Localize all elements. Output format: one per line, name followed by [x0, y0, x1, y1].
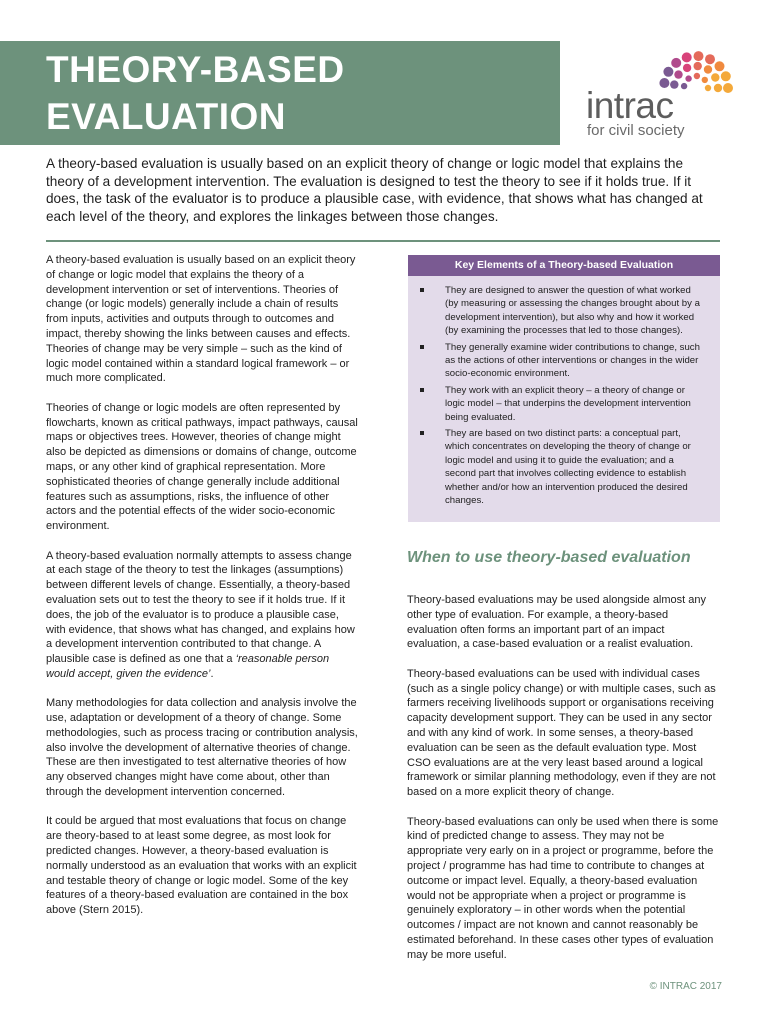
- logo-dot: [682, 52, 692, 62]
- key-element-text: They are designed to answer the question of what worked (by measuring or assessing the changes brought about by a development intervention), but also why and how it worked (by examining the processes that led to those changes).: [445, 285, 700, 337]
- bullet-icon: [420, 345, 424, 349]
- key-element-item: [420, 384, 702, 424]
- logo-dot: [694, 73, 700, 79]
- left-paragraph-5: It could be argued that most evaluations that focus on change are theory-based to at least some degree, as most look for predicted changes. However, a theory-based evaluation is normally understood as an evaluation that works with an explicit and testable theory of change or logic model. Some of the key features of a theory-based evaluation are contained in the box above (Stern 2015).: [46, 815, 357, 917]
- left-column: [46, 253, 359, 933]
- bullet-icon: [420, 388, 424, 392]
- right-paragraph-3: Theory-based evaluations can only be used when there is some kind of predicted change to assess. They may not be appropriate very early on in a project or programme, before the project / programme has had time to contribute to changes at outcome or impact level. Equally, a theory-based evaluation would not be appropriate when a project or programme is genuinely exploratory – in other words when the potential outcomes / impact are not known and cannot reasonably be estimated beforehand. In these cases other types of evaluation may be more useful.: [407, 815, 719, 961]
- title-line-2: EVALUATION: [46, 96, 287, 137]
- logo-dot: [721, 71, 731, 81]
- logo-dot: [715, 61, 725, 71]
- title-line-1: THEORY-BASED: [46, 49, 345, 90]
- key-element-item: [420, 427, 702, 507]
- logo-dot: [705, 85, 711, 91]
- key-element-text: They are based on two distinct parts: a conceptual part, which concentrates on developing the theory of change or logic model and using it to guide the evaluation; and a second part that involves collecting evidence to establish whether and/or how an intervention produced the desired changes.: [445, 428, 691, 507]
- bullet-icon: [420, 288, 424, 292]
- logo-dot: [705, 54, 715, 64]
- key-elements-box: [408, 255, 720, 522]
- right-paragraph-1: Theory-based evaluations may be used alongside almost any other type of evaluation. For example, a theory-based evaluation often forms an important part of an impact evaluation, a case-based evaluation or a realist evaluation.: [407, 594, 707, 651]
- logo-dot: [702, 77, 708, 83]
- left-paragraph-2: Theories of change or logic models are often represented by flowcharts, known as critical pathways, impact pathways, causal maps or objectives trees. However, theories of change might also be depicted as dimensions or domains of change, outcome maps, or any other kind of graphical representation. More sophisticated theories of change generally include additional features such as assumptions, risks, the influence of other actors and the potential effects of the wider socio-economic environment.: [46, 401, 358, 533]
- key-element-text: They generally examine wider contributions to change, such as the actions of other interventions or changes in the wider socio-economic environment.: [445, 341, 700, 380]
- key-elements-title: Key Elements of a Theory-based Evaluation: [408, 255, 720, 276]
- left-paragraph-3-text: A theory-based evaluation normally attempts to assess change at each stage of the theory to test the linkages (assumptions) between different levels of change. Essentially, a theory-based evaluation sets out to test the theory to see if it holds true. If it does, the job of the evaluator is to produce a plausible case, with evidence, that shows what has changed, and explains how a development intervention contributed to that change. A plausible case is defined as one that a: [46, 549, 355, 666]
- logo-dot: [671, 58, 681, 68]
- left-paragraph-3-quote: ‘reasonable person would accept, given the evidence’: [46, 653, 330, 680]
- key-element-text: They work with an explicit theory – a theory of change or logic model – that underpins the development intervention being evaluated.: [445, 384, 691, 423]
- logo-dot: [723, 83, 733, 93]
- page-title: [46, 46, 345, 140]
- left-paragraph-4: Many methodologies for data collection and analysis involve the use, adaptation or development of a theory of change. Some methodologies, such as process tracing or contribution analysis, also involve the development of alternative theories of change. These are then investigated to test alternative theories of how any observed changes might have come about, other than through the development intervention concerned.: [46, 697, 358, 799]
- bullet-icon: [420, 431, 424, 435]
- right-column: [407, 593, 720, 977]
- key-element-item: [420, 341, 702, 381]
- left-paragraph-3-end: .: [210, 667, 214, 680]
- logo-dot: [681, 83, 687, 89]
- logo-dot: [674, 70, 682, 78]
- intrac-logo: [584, 46, 734, 146]
- logo-dot: [694, 51, 704, 61]
- left-paragraph-3: [46, 549, 359, 682]
- key-element-item: [420, 284, 702, 338]
- key-elements-list: [408, 276, 720, 508]
- logo-dot: [685, 75, 691, 81]
- right-paragraph-2: Theory-based evaluations can be used with individual cases (such as a single policy change) or with multiple cases, such as farmers receiving livelihoods support or organisations receiving capacity development support. They can be used in any sector and with any kind of work. In some senses, a theory-based evaluation can be seen as the default evaluation type. Most CSO evaluations are at the very least based around a logical framework or similar planning methodology, even if they are not based on a more explicit theory of change.: [407, 667, 716, 799]
- logo-dot: [663, 67, 673, 77]
- left-paragraph-1: A theory-based evaluation is usually based on an explicit theory of change or logic model that explains the theory of a development intervention or set of interventions. Theories of change (or logic models) generally include a chain of results from inputs, activities and outputs through to outcomes and impact, thereby showing the links between causes and effects. Theories of change may be very simple – such as the kind of logic model contained within a standard logical framework – or much more complicated.: [46, 254, 356, 385]
- intro-paragraph: A theory-based evaluation is usually based on an explicit theory of change or logic model that explains the theory of a development intervention. The evaluation is designed to test the theory to see if it holds true. If it does, the task of the evaluator is to produce a plausible case, with evidence, that shows what has changed at each level of the theory, and explores the linkages between those changes.: [46, 156, 703, 224]
- logo-dot: [694, 62, 702, 70]
- section-heading: When to use theory-based evaluation: [407, 549, 691, 566]
- section-divider: [46, 240, 720, 242]
- copyright-footer: © INTRAC 2017: [649, 981, 722, 992]
- logo-dot: [714, 84, 722, 92]
- logo-dot: [711, 73, 719, 81]
- logo-dot: [683, 64, 691, 72]
- logo-dot: [704, 65, 712, 73]
- logo-wordmark: intrac: [586, 85, 674, 126]
- logo-tagline: for civil society: [587, 122, 685, 139]
